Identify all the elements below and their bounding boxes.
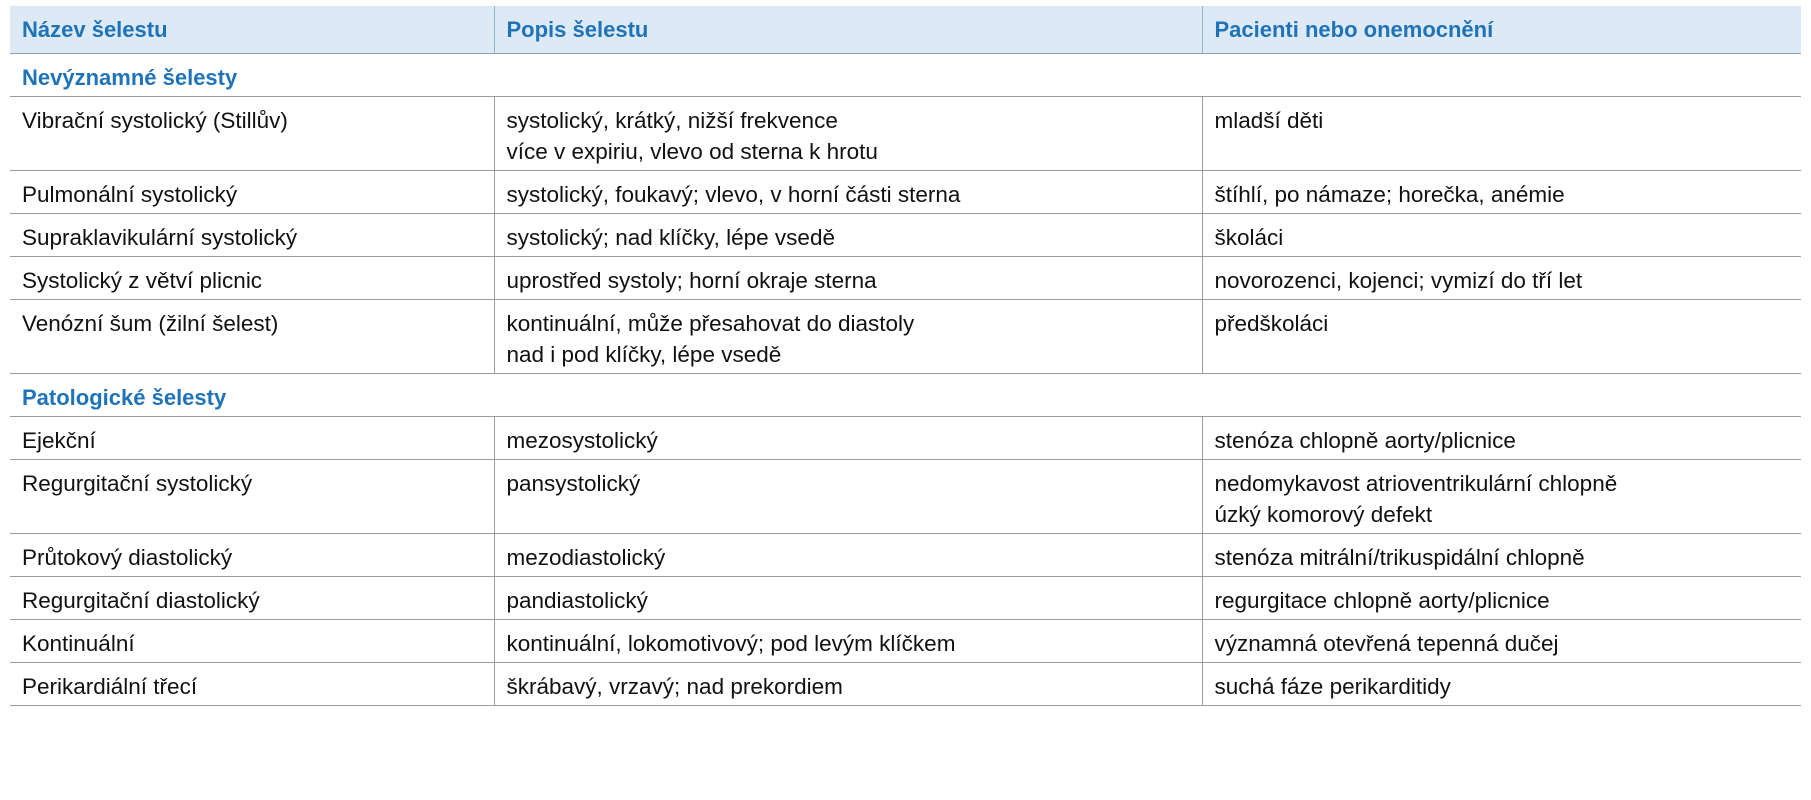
description-line: pandiastolický bbox=[506, 588, 648, 613]
description-line: mezosystolický bbox=[506, 428, 658, 453]
murmur-name: Průtokový diastolický bbox=[22, 545, 233, 570]
header-name: Název šelestu bbox=[10, 6, 494, 54]
table-row bbox=[10, 663, 1801, 706]
murmur-description-cell bbox=[494, 620, 1202, 663]
patients-cell bbox=[1202, 171, 1801, 214]
table-row bbox=[10, 460, 1801, 534]
murmur-description-cell bbox=[494, 97, 1202, 171]
table-row bbox=[10, 97, 1801, 171]
description-line: systolický, krátký, nižší frekvence bbox=[506, 108, 838, 133]
murmur-name-cell bbox=[10, 620, 494, 663]
murmur-name-cell bbox=[10, 300, 494, 374]
murmur-name: Kontinuální bbox=[22, 631, 135, 656]
murmur-table bbox=[10, 6, 1801, 706]
patients-line: novorozenci, kojenci; vymizí do tří let bbox=[1214, 268, 1583, 293]
murmur-description-cell bbox=[494, 577, 1202, 620]
patients-cell bbox=[1202, 300, 1801, 374]
description-line: mezodiastolický bbox=[506, 545, 666, 570]
table-row bbox=[10, 214, 1801, 257]
description-line: uprostřed systoly; horní okraje sterna bbox=[506, 268, 877, 293]
murmur-name: Regurgitační systolický bbox=[22, 471, 253, 496]
patients-cell bbox=[1202, 214, 1801, 257]
murmur-name-cell bbox=[10, 577, 494, 620]
patients-line: předškoláci bbox=[1214, 311, 1329, 336]
table-row bbox=[10, 620, 1801, 663]
murmur-name-cell bbox=[10, 460, 494, 534]
murmur-name-cell bbox=[10, 417, 494, 460]
patients-cell bbox=[1202, 663, 1801, 706]
patients-cell bbox=[1202, 577, 1801, 620]
header-description: Popis šelestu bbox=[494, 6, 1202, 54]
patients-line: mladší děti bbox=[1214, 108, 1324, 133]
murmur-name: Supraklavikulární systolický bbox=[22, 225, 298, 250]
table-row bbox=[10, 577, 1801, 620]
patients-cell bbox=[1202, 534, 1801, 577]
murmur-description-cell bbox=[494, 534, 1202, 577]
section-title: Patologické šelesty bbox=[10, 374, 1801, 417]
patients-cell bbox=[1202, 620, 1801, 663]
murmur-name-cell bbox=[10, 534, 494, 577]
murmur-name-cell bbox=[10, 214, 494, 257]
description-line: škrábavý, vrzavý; nad prekordiem bbox=[506, 674, 843, 699]
description-line: pansystolický bbox=[506, 471, 641, 496]
patients-line: významná otevřená tepenná dučej bbox=[1214, 631, 1559, 656]
murmur-name: Perikardiální třecí bbox=[22, 674, 198, 699]
murmur-description-cell bbox=[494, 257, 1202, 300]
patients-line: stenóza chlopně aorty/plicnice bbox=[1214, 428, 1516, 453]
murmur-name: Systolický z větví plicnic bbox=[22, 268, 263, 293]
patients-line: nedomykavost atrioventrikulární chlopně bbox=[1214, 471, 1618, 496]
murmur-name: Venózní šum (žilní šelest) bbox=[22, 311, 279, 336]
description-line: systolický; nad klíčky, lépe vsedě bbox=[506, 225, 835, 250]
patients-line: stenóza mitrální/trikuspidální chlopně bbox=[1214, 545, 1585, 570]
table-row bbox=[10, 257, 1801, 300]
description-line: kontinuální, lokomotivový; pod levým klíčkem bbox=[506, 631, 956, 656]
description-line: nad i pod klíčky, lépe vsedě bbox=[506, 342, 782, 367]
murmur-name-cell bbox=[10, 257, 494, 300]
header-row bbox=[10, 6, 1801, 54]
murmur-description-cell bbox=[494, 171, 1202, 214]
patients-line: suchá fáze perikarditidy bbox=[1214, 674, 1451, 699]
table-row bbox=[10, 417, 1801, 460]
section-row bbox=[10, 374, 1801, 417]
murmur-name-cell bbox=[10, 663, 494, 706]
murmur-name-cell bbox=[10, 171, 494, 214]
patients-cell bbox=[1202, 460, 1801, 534]
description-line: více v expiriu, vlevo od sterna k hrotu bbox=[506, 139, 878, 164]
patients-line: školáci bbox=[1214, 225, 1284, 250]
patients-line: štíhlí, po námaze; horečka, anémie bbox=[1214, 182, 1565, 207]
patients-cell bbox=[1202, 257, 1801, 300]
patients-line: regurgitace chlopně aorty/plicnice bbox=[1214, 588, 1550, 613]
murmur-description-cell bbox=[494, 417, 1202, 460]
murmur-name: Vibrační systolický (Stillův) bbox=[22, 108, 288, 133]
header-patients: Pacienti nebo onemocnění bbox=[1202, 6, 1801, 54]
murmur-name: Pulmonální systolický bbox=[22, 182, 238, 207]
patients-cell bbox=[1202, 417, 1801, 460]
description-line: systolický, foukavý; vlevo, v horní části sterna bbox=[506, 182, 961, 207]
table-row bbox=[10, 300, 1801, 374]
murmur-name: Regurgitační diastolický bbox=[22, 588, 260, 613]
patients-cell bbox=[1202, 97, 1801, 171]
murmur-name-cell bbox=[10, 97, 494, 171]
murmur-name: Ejekční bbox=[22, 428, 96, 453]
table-row bbox=[10, 534, 1801, 577]
patients-line: úzký komorový defekt bbox=[1214, 502, 1433, 527]
table-row bbox=[10, 171, 1801, 214]
murmur-description-cell bbox=[494, 663, 1202, 706]
description-line: kontinuální, může přesahovat do diastoly bbox=[506, 311, 915, 336]
section-row bbox=[10, 54, 1801, 97]
table-body bbox=[10, 54, 1801, 706]
murmur-description-cell bbox=[494, 460, 1202, 534]
murmur-description-cell bbox=[494, 214, 1202, 257]
murmur-description-cell bbox=[494, 300, 1202, 374]
section-title: Nevýznamné šelesty bbox=[10, 54, 1801, 97]
